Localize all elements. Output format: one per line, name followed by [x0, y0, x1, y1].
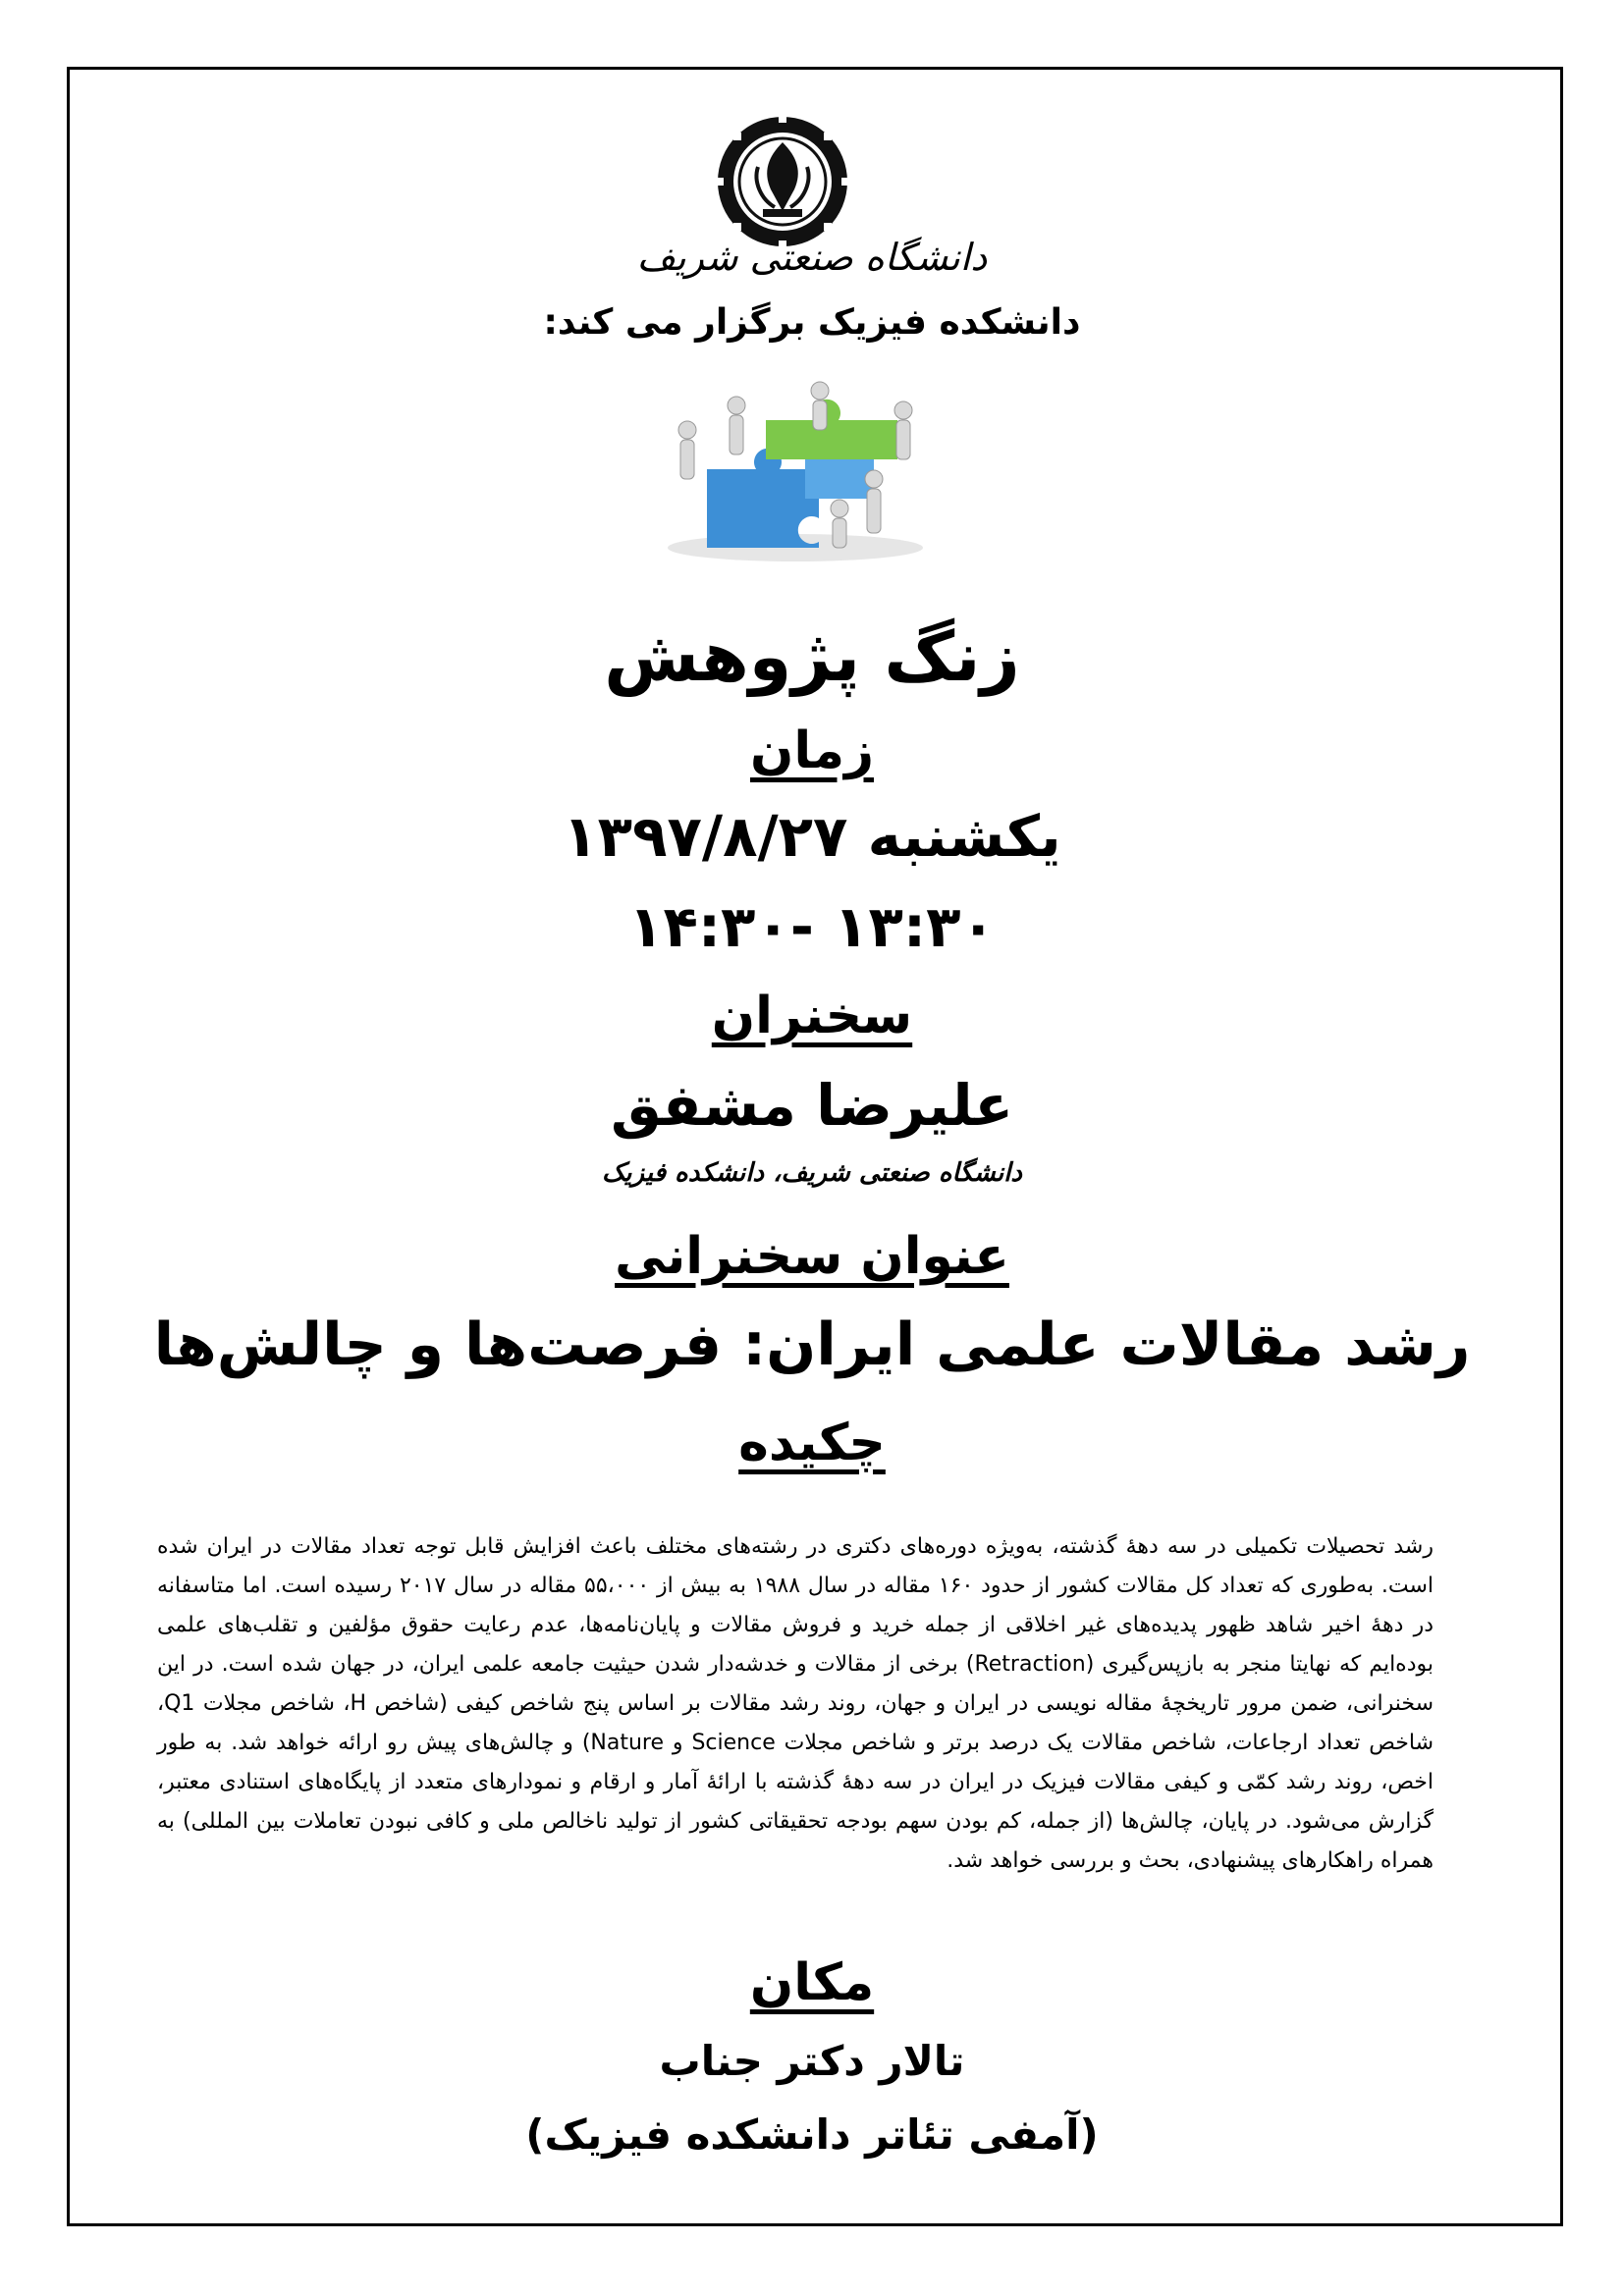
- intro-text: دانشکده فیزیک برگزار می کند:: [543, 302, 1081, 343]
- speaker-name: علیرضا مشفق: [610, 1072, 1014, 1139]
- place-detail: (آمفی تئاتر دانشکده فیزیک): [525, 2110, 1099, 2159]
- event-time: ۱۳:۳۰ -۱۴:۳۰: [628, 893, 996, 960]
- event-date: یکشنبه ۱۳۹۷/۸/۲۷: [563, 803, 1061, 870]
- place-name: تالار دکتر جناب: [659, 2037, 965, 2085]
- time-label: زمان: [749, 721, 875, 780]
- place-label: مکان: [749, 1953, 875, 2012]
- speaker-affiliation: دانشگاه صنعتی شریف، دانشکده فیزیک: [602, 1158, 1022, 1188]
- puzzle-team-illustration: [648, 371, 943, 567]
- university-seal-icon: [714, 113, 851, 250]
- talk-title: رشد مقالات علمی ایران: فرصت‌ها و چالش‌ها: [153, 1310, 1471, 1379]
- speaker-label: سخنران: [711, 987, 913, 1045]
- talk-label: عنوان سخنرانی: [615, 1227, 1009, 1286]
- abstract-label: چکیده: [738, 1414, 886, 1472]
- abstract-text: رشد تحصیلات تکمیلی در سه دههٔ گذشته، به‌ویژه دوره‌های دکتری در رشته‌های مختلف باعث افزایش قابل توجه تعداد مقالات در ایران شده است. به‌طوری که تعداد کل مقالات کشور از حدود ۱۶۰ مقاله در سال ۱۹۸۸ به بیش از ۵۵،۰۰۰ مقاله در سال ۲۰۱۷ رسیده است. اما متاسفانه در دههٔ اخیر شاهد ظهور پدیده‌های غیر اخلاقی از جمله خرید و فروش مقالات و پایان‌نامه‌ها، عدم رعایت حقوق مؤلفین و تقلب‌های علمی بوده‌ایم که نهایتا منجر به بازپس‌گیری (Retraction) برخی از مقالات و خدشه‌دار شدن حیثیت جامعه علمی ایران، در جهان شده است. در این سخنرانی، ضمن مرور تاریخچهٔ مقاله نویسی در ایران و جهان، روند رشد مقالات بر اساس پنج شاخص کیفی (شاخص H، شاخص مجلات Q1، شاخص تعداد ارجاعات، شاخص مقالات یک درصد برتر و شاخص مجلات Science و Nature) و چالش‌های پیش رو ارائه خواهد شد. به طور اخص، روند رشد کمّی و کیفی مقالات فیزیک در ایران در سه دههٔ گذشته با ارائهٔ آمار و ارقام و نمودارهای متعدد از پایگاه‌های استنادی معتبر، گزارش می‌شود. در پایان، چالش‌ها (از جمله، کم بودن سهم بودجه تحقیقاتی کشور از تولید ناخالص ملی و کافی نبودن تعاملات بین المللی) به همراه راهکارهای پیشنهادی، بحث و بررسی خواهد شد.: [157, 1534, 1435, 1873]
- logo-text: دانشگاه صنعتی شریف: [636, 236, 988, 279]
- event-title: زنگ پژوهش: [604, 616, 1020, 697]
